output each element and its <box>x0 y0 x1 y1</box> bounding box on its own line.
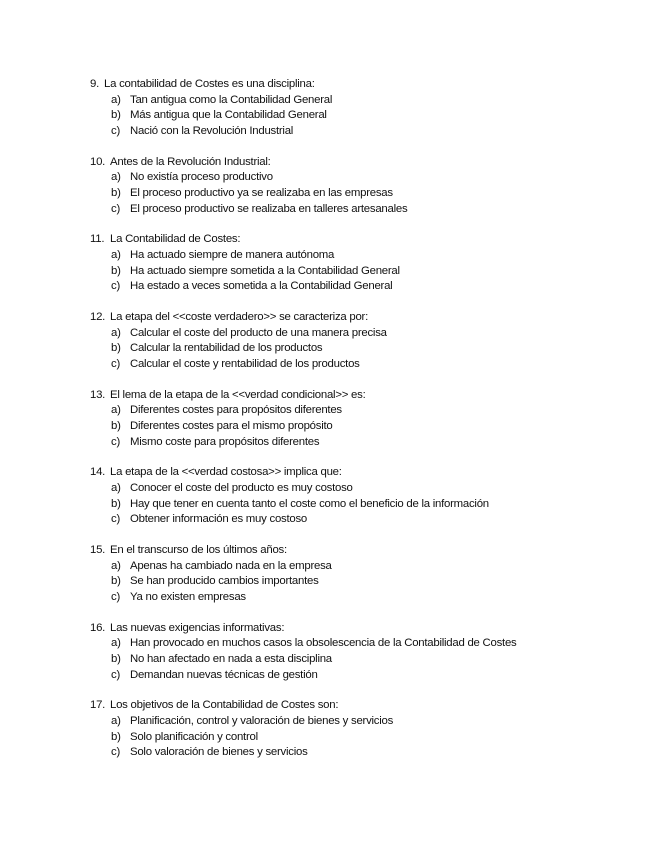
option-b <box>0 730 655 746</box>
option-letter: c) <box>111 746 120 759</box>
option-text: Ya no existen empresas <box>130 590 246 603</box>
option-c <box>0 124 655 140</box>
option-c <box>0 668 655 684</box>
option-letter: c) <box>111 280 120 293</box>
option-letter: b) <box>111 730 121 743</box>
option-letter: c) <box>111 668 120 681</box>
option-text: Han provocado en muchos casos la obsolescencia de la Contabilidad de Costes <box>130 637 517 650</box>
option-b <box>0 419 655 435</box>
option-c <box>0 590 655 606</box>
option-b <box>0 574 655 590</box>
option-text: Calcular el coste del producto de una manera precisa <box>130 326 387 339</box>
question-text: Los objetivos de la Contabilidad de Costes son: <box>110 699 339 712</box>
option-c <box>0 745 655 761</box>
option-text: Mismo coste para propósitos diferentes <box>130 435 320 448</box>
option-letter: c) <box>111 202 120 215</box>
option-a <box>0 636 655 652</box>
option-b <box>0 264 655 280</box>
option-text: Ha estado a veces sometida a la Contabilidad General <box>130 280 393 293</box>
option-b <box>0 652 655 668</box>
option-letter: c) <box>111 357 120 370</box>
option-letter: c) <box>111 435 120 448</box>
option-text: Calcular la rentabilidad de los productos <box>130 342 323 355</box>
option-text: Solo valoración de bienes y servicios <box>130 746 308 759</box>
option-text: El proceso productivo ya se realizaba en las empresas <box>130 186 393 199</box>
question-16 <box>0 621 655 684</box>
question-number: 13. <box>90 388 106 401</box>
option-c <box>0 512 655 528</box>
question-text: La Contabilidad de Costes: <box>110 233 241 246</box>
question-12 <box>0 310 655 373</box>
option-letter: b) <box>111 575 121 588</box>
option-text: Ha actuado siempre de manera autónoma <box>130 248 335 261</box>
option-a <box>0 714 655 730</box>
option-a <box>0 326 655 342</box>
question-line <box>0 698 655 714</box>
option-text: Apenas ha cambiado nada en la empresa <box>130 559 332 572</box>
option-c <box>0 202 655 218</box>
option-b <box>0 497 655 513</box>
option-c <box>0 435 655 451</box>
question-text: Antes de la Revolución Industrial: <box>110 155 271 168</box>
option-text: Ha actuado siempre sometida a la Contabilidad General <box>130 264 400 277</box>
question-number: 14. <box>90 466 106 479</box>
option-text: Calcular el coste y rentabilidad de los productos <box>130 357 360 370</box>
question-15 <box>0 543 655 606</box>
question-number: 15. <box>90 543 106 556</box>
question-number: 16. <box>90 621 106 634</box>
option-letter: b) <box>111 264 121 277</box>
question-text: El lema de la etapa de la <<verdad condicional>> es: <box>110 388 366 401</box>
option-text: El proceso productivo se realizaba en talleres artesanales <box>130 202 408 215</box>
option-text: Tan antigua como la Contabilidad General <box>130 93 333 106</box>
option-c <box>0 279 655 295</box>
option-a <box>0 481 655 497</box>
option-text: Solo planificación y control <box>130 730 258 743</box>
option-text: Obtener información es muy costoso <box>130 513 307 526</box>
option-a <box>0 559 655 575</box>
option-b <box>0 186 655 202</box>
question-line <box>0 155 655 171</box>
option-letter: c) <box>111 590 120 603</box>
question-number: 10. <box>90 155 106 168</box>
question-line <box>0 465 655 481</box>
option-text: Conocer el coste del producto es muy costoso <box>130 481 353 494</box>
question-number: 17. <box>90 699 106 712</box>
option-a <box>0 403 655 419</box>
question-9 <box>0 77 655 140</box>
question-text: La etapa del <<coste verdadero>> se caracteriza por: <box>110 310 369 323</box>
option-letter: a) <box>111 404 121 417</box>
option-letter: b) <box>111 497 121 510</box>
question-line <box>0 310 655 326</box>
option-letter: b) <box>111 342 121 355</box>
option-letter: a) <box>111 248 121 261</box>
question-list <box>0 77 655 776</box>
option-letter: b) <box>111 652 121 665</box>
question-11 <box>0 232 655 295</box>
option-letter: c) <box>111 513 120 526</box>
question-text: En el transcurso de los últimos años: <box>110 543 287 556</box>
option-letter: a) <box>111 93 121 106</box>
option-letter: a) <box>111 637 121 650</box>
option-text: Hay que tener en cuenta tanto el coste como el beneficio de la información <box>130 497 489 510</box>
option-letter: b) <box>111 186 121 199</box>
question-line <box>0 621 655 637</box>
question-line <box>0 388 655 404</box>
question-17 <box>0 698 655 761</box>
question-text: La etapa de la <<verdad costosa>> implica que: <box>110 466 342 479</box>
question-text: Las nuevas exigencias informativas: <box>110 621 285 634</box>
option-c <box>0 357 655 373</box>
option-text: No existía proceso productivo <box>130 171 273 184</box>
question-number: 9. <box>90 78 99 90</box>
option-b <box>0 108 655 124</box>
option-a <box>0 93 655 109</box>
option-text: Diferentes costes para propósitos diferentes <box>130 404 342 417</box>
option-text: Nació con la Revolución Industrial <box>130 124 294 137</box>
option-letter: a) <box>111 171 121 184</box>
option-a <box>0 170 655 186</box>
option-letter: c) <box>111 124 120 137</box>
option-text: No han afectado en nada a esta disciplina <box>130 652 332 665</box>
question-line <box>0 232 655 248</box>
question-line <box>0 543 655 559</box>
question-number: 11. <box>90 233 105 246</box>
question-number: 12. <box>90 310 106 323</box>
option-letter: a) <box>111 559 121 572</box>
option-letter: b) <box>111 109 121 122</box>
option-letter: b) <box>111 419 121 432</box>
question-14 <box>0 465 655 528</box>
option-text: Planificación, control y valoración de bienes y servicios <box>130 714 394 727</box>
option-letter: a) <box>111 326 121 339</box>
question-line <box>0 77 655 93</box>
question-text: La contabilidad de Costes es una disciplina: <box>104 78 315 90</box>
option-text: Más antigua que la Contabilidad General <box>130 109 327 122</box>
option-a <box>0 248 655 264</box>
option-b <box>0 341 655 357</box>
option-text: Se han producido cambios importantes <box>130 575 319 588</box>
option-letter: a) <box>111 481 121 494</box>
question-10 <box>0 155 655 218</box>
option-text: Demandan nuevas técnicas de gestión <box>130 668 318 681</box>
question-13 <box>0 388 655 451</box>
option-letter: a) <box>111 714 121 727</box>
option-text: Diferentes costes para el mismo propósito <box>130 419 333 432</box>
